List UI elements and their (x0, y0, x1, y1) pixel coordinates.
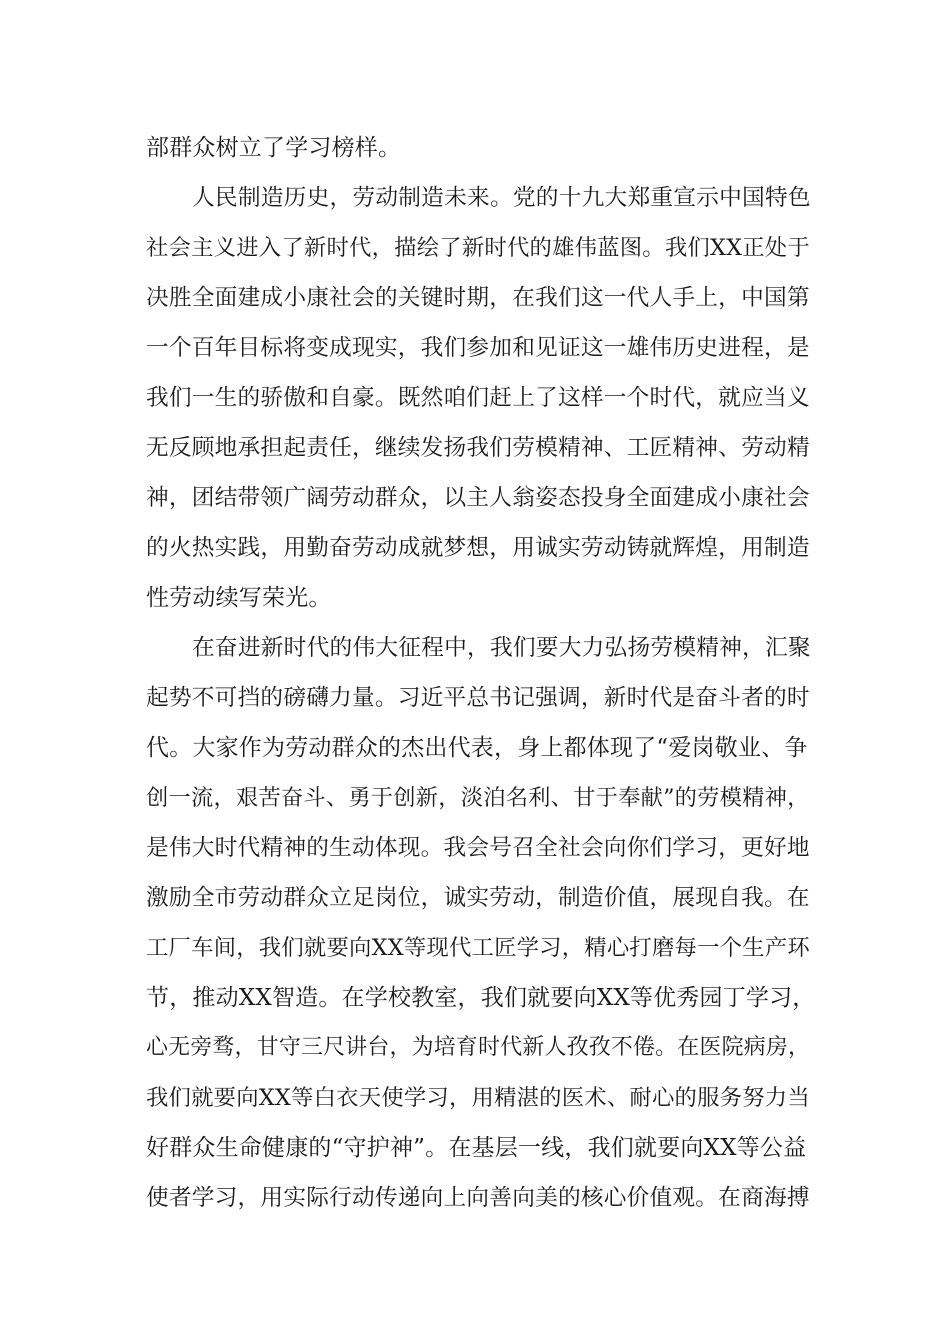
text-line: 我们就要向XX等白衣天使学习，用精湛的医术、耐心的服务努力当 (146, 1085, 810, 1111)
text-line: 代。大家作为劳动群众的杰出代表，身上都体现了“爱岗敬业、争 (146, 735, 808, 761)
text-line: 心无旁骛，甘守三尺讲台，为培育时代新人孜孜不倦。在医院病房， (146, 1035, 811, 1060)
text-line: 社会主义进入了新时代，描绘了新时代的雄伟蓝图。我们XX正处于 (146, 235, 810, 261)
text-line: 无反顾地承担起责任，继续发扬我们劳模精神、工匠精神、劳动精 (146, 435, 810, 461)
text-line: 神，团结带领广阔劳动群众，以主人翁姿态投身全面建成小康社会 (146, 485, 810, 511)
text-line: 一个百年目标将变成现实，我们参加和见证这一雄伟历史进程，是 (146, 335, 810, 361)
text-line: 我们一生的骄傲和自豪。既然咱们赶上了这样一个时代，就应当义 (146, 385, 810, 411)
text-line: 的火热实践，用勤奋劳动成就梦想，用诚实劳动铸就辉煌，用制造 (146, 535, 810, 561)
text-line: 性劳动续写荣光。 (146, 585, 332, 611)
text-line: 激励全市劳动群众立足岗位，诚实劳动，制造价值，展现自我。在 (146, 885, 810, 911)
text-line: 决胜全面建成小康社会的关键时期，在我们这一代人手上，中国第 (146, 285, 810, 311)
text-line: 工厂车间，我们就要向XX等现代工匠学习，精心打磨每一个生产环 (146, 935, 810, 961)
text-line: 好群众生命健康的“守护神”。在基层一线，我们就要向XX等公益 (146, 1135, 807, 1161)
paragraph-start-line: 在奋进新时代的伟大征程中，我们要大力弘扬劳模精神，汇聚 (192, 635, 811, 661)
text-line: 是伟大时代精神的生动体现。我会号召全社会向你们学习，更好地 (146, 835, 810, 861)
text-line: 部群众树立了学习榜样。 (146, 135, 402, 161)
paragraph-start-line: 人民制造历史，劳动制造未来。党的十九大郑重宣示中国特色 (192, 185, 811, 211)
text-line: 节，推动XX智造。在学校教室，我们就要向XX等优秀园丁学习， (146, 985, 816, 1011)
text-line: 起势不可挡的磅礴力量。习近平总书记强调，新时代是奋斗者的时 (146, 685, 810, 711)
text-line: 创一流，艰苦奋斗、勇于创新，淡泊名利、甘于奉献”的劳模精神， (146, 785, 810, 811)
text-line: 使者学习，用实际行动传递向上向善向美的核心价值观。在商海搏 (146, 1185, 810, 1211)
